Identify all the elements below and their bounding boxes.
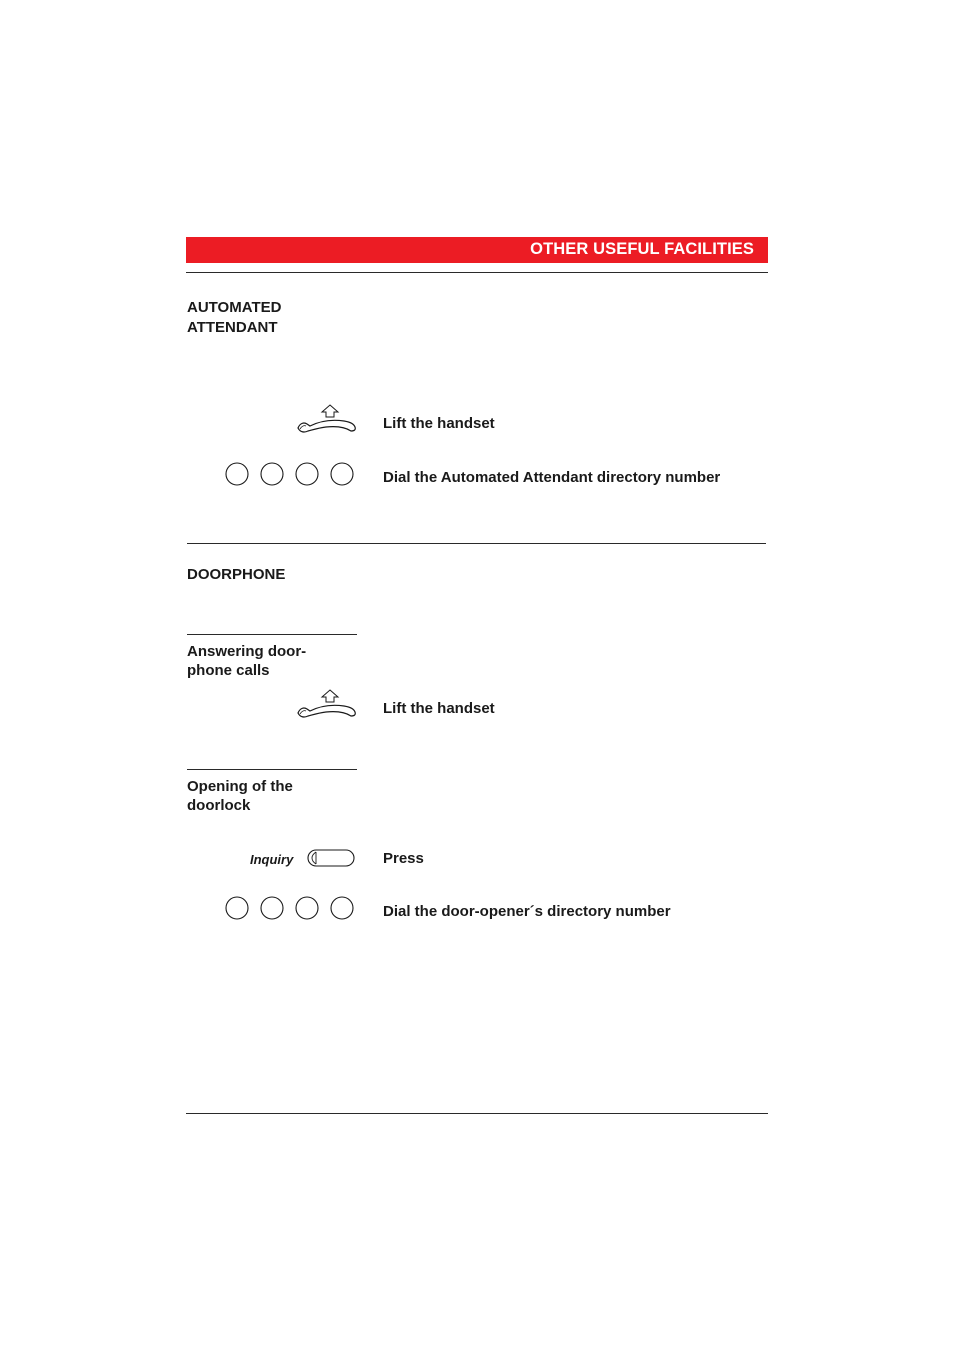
handset-lift-icon [296,689,358,719]
opening-subheading: Opening of the doorlock [187,778,293,814]
section-divider [187,543,766,544]
step-press-inquiry: Press [383,850,424,867]
section-title: OTHER USEFUL FACILITIES [530,240,754,258]
automated-attendant-heading: AUTOMATED ATTENDANT [187,299,282,336]
keypad-digits-icon [225,896,357,922]
step-lift-handset-door: Lift the handset [383,700,495,717]
footer-divider [186,1113,768,1114]
doorphone-heading: DOORPHONE [187,566,286,583]
step-lift-handset: Lift the handset [383,415,495,432]
step-dial-door-opener-number: Dial the door-opener´s directory number [383,903,671,920]
inquiry-key-icon [307,849,355,867]
section-banner [186,237,768,263]
step-dial-attendant-number: Dial the Automated Attendant directory number [383,469,721,486]
inquiry-key-label: Inquiry [250,852,294,867]
subsection-divider-answering [187,634,357,635]
keypad-digits-icon [225,462,357,488]
subsection-divider-opening [187,769,357,770]
handset-lift-icon [296,404,358,434]
header-divider [186,272,768,273]
answering-subheading: Answering door- phone calls [187,643,307,679]
